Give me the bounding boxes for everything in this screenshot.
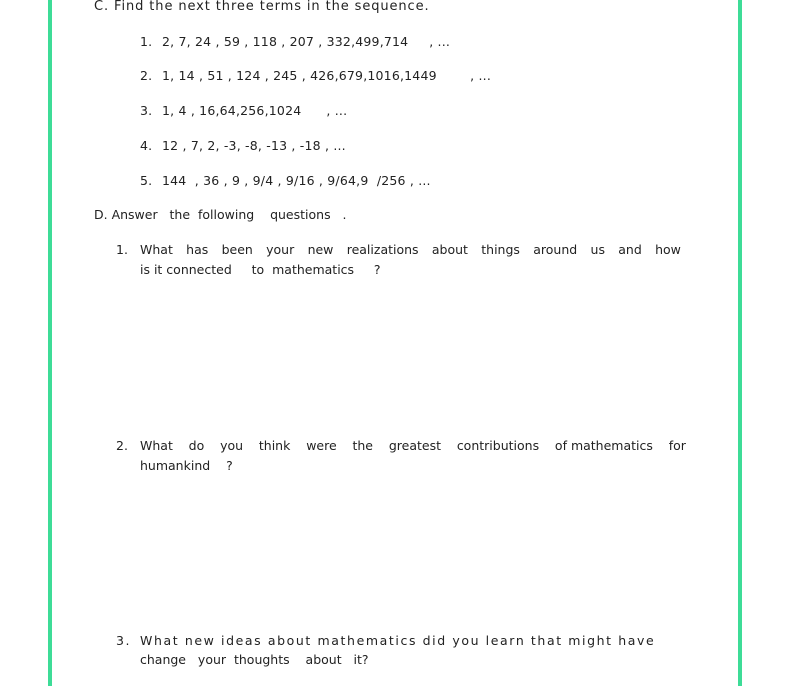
sequence-item (140, 173, 431, 189)
word: What (140, 438, 173, 453)
item-number: 5. (140, 173, 153, 188)
question-line: change your thoughts about it? (140, 652, 369, 667)
word: think (258, 438, 291, 453)
word: has (186, 242, 209, 257)
word: greatest (388, 438, 441, 453)
question-number: 2. (116, 438, 128, 453)
word: been (221, 242, 253, 257)
word: things (481, 242, 520, 257)
word: were (306, 438, 337, 453)
word: your (266, 242, 295, 257)
question-line: What new ideas about mathematics did you learn that might have (140, 633, 656, 648)
word: us (590, 242, 605, 257)
sequence-text: 1, 14 , 51 , 124 , 245 , 426,679,1016,1449 , ... (162, 68, 492, 83)
word: and (618, 242, 642, 257)
word: around (533, 242, 578, 257)
sequence-text: 12 , 7, 2, -3, -8, -13 , -18 , ... (162, 138, 346, 153)
word: how (655, 242, 681, 257)
question-number: 1. (116, 242, 128, 257)
word: the (352, 438, 373, 453)
word: about (431, 242, 468, 257)
sequence-item (140, 138, 346, 154)
item-number: 4. (140, 138, 153, 153)
word: new (307, 242, 334, 257)
item-number: 3. (140, 103, 153, 118)
sequence-text: 144 , 36 , 9 , 9/4 , 9/16 , 9/64,9 /256 , ... (162, 173, 431, 188)
word: for (668, 438, 686, 453)
word: of mathematics (554, 438, 653, 453)
question-line: is it connected to mathematics ? (140, 262, 381, 277)
sequence-item (140, 103, 347, 119)
question-number: 3. (116, 633, 132, 648)
section-c-heading: C. Find the next three terms in the sequence. (94, 0, 430, 14)
sequence-text: 1, 4 , 16,64,256,1024 , ... (162, 103, 348, 118)
sequence-item (140, 34, 450, 50)
item-number: 1. (140, 34, 153, 49)
word: What (140, 242, 173, 257)
word: do (188, 438, 205, 453)
word: contributions (456, 438, 540, 453)
question-line: humankind ? (140, 458, 233, 473)
sequence-item (140, 68, 491, 84)
sequence-text: 2, 7, 24 , 59 , 118 , 207 , 332,499,714 , ... (162, 34, 451, 49)
item-number: 2. (140, 68, 153, 83)
word: you (220, 438, 244, 453)
question-line (140, 438, 686, 454)
question-line (140, 242, 681, 258)
word: realizations (346, 242, 419, 257)
section-d-heading: D. Answer the following questions . (94, 207, 347, 222)
